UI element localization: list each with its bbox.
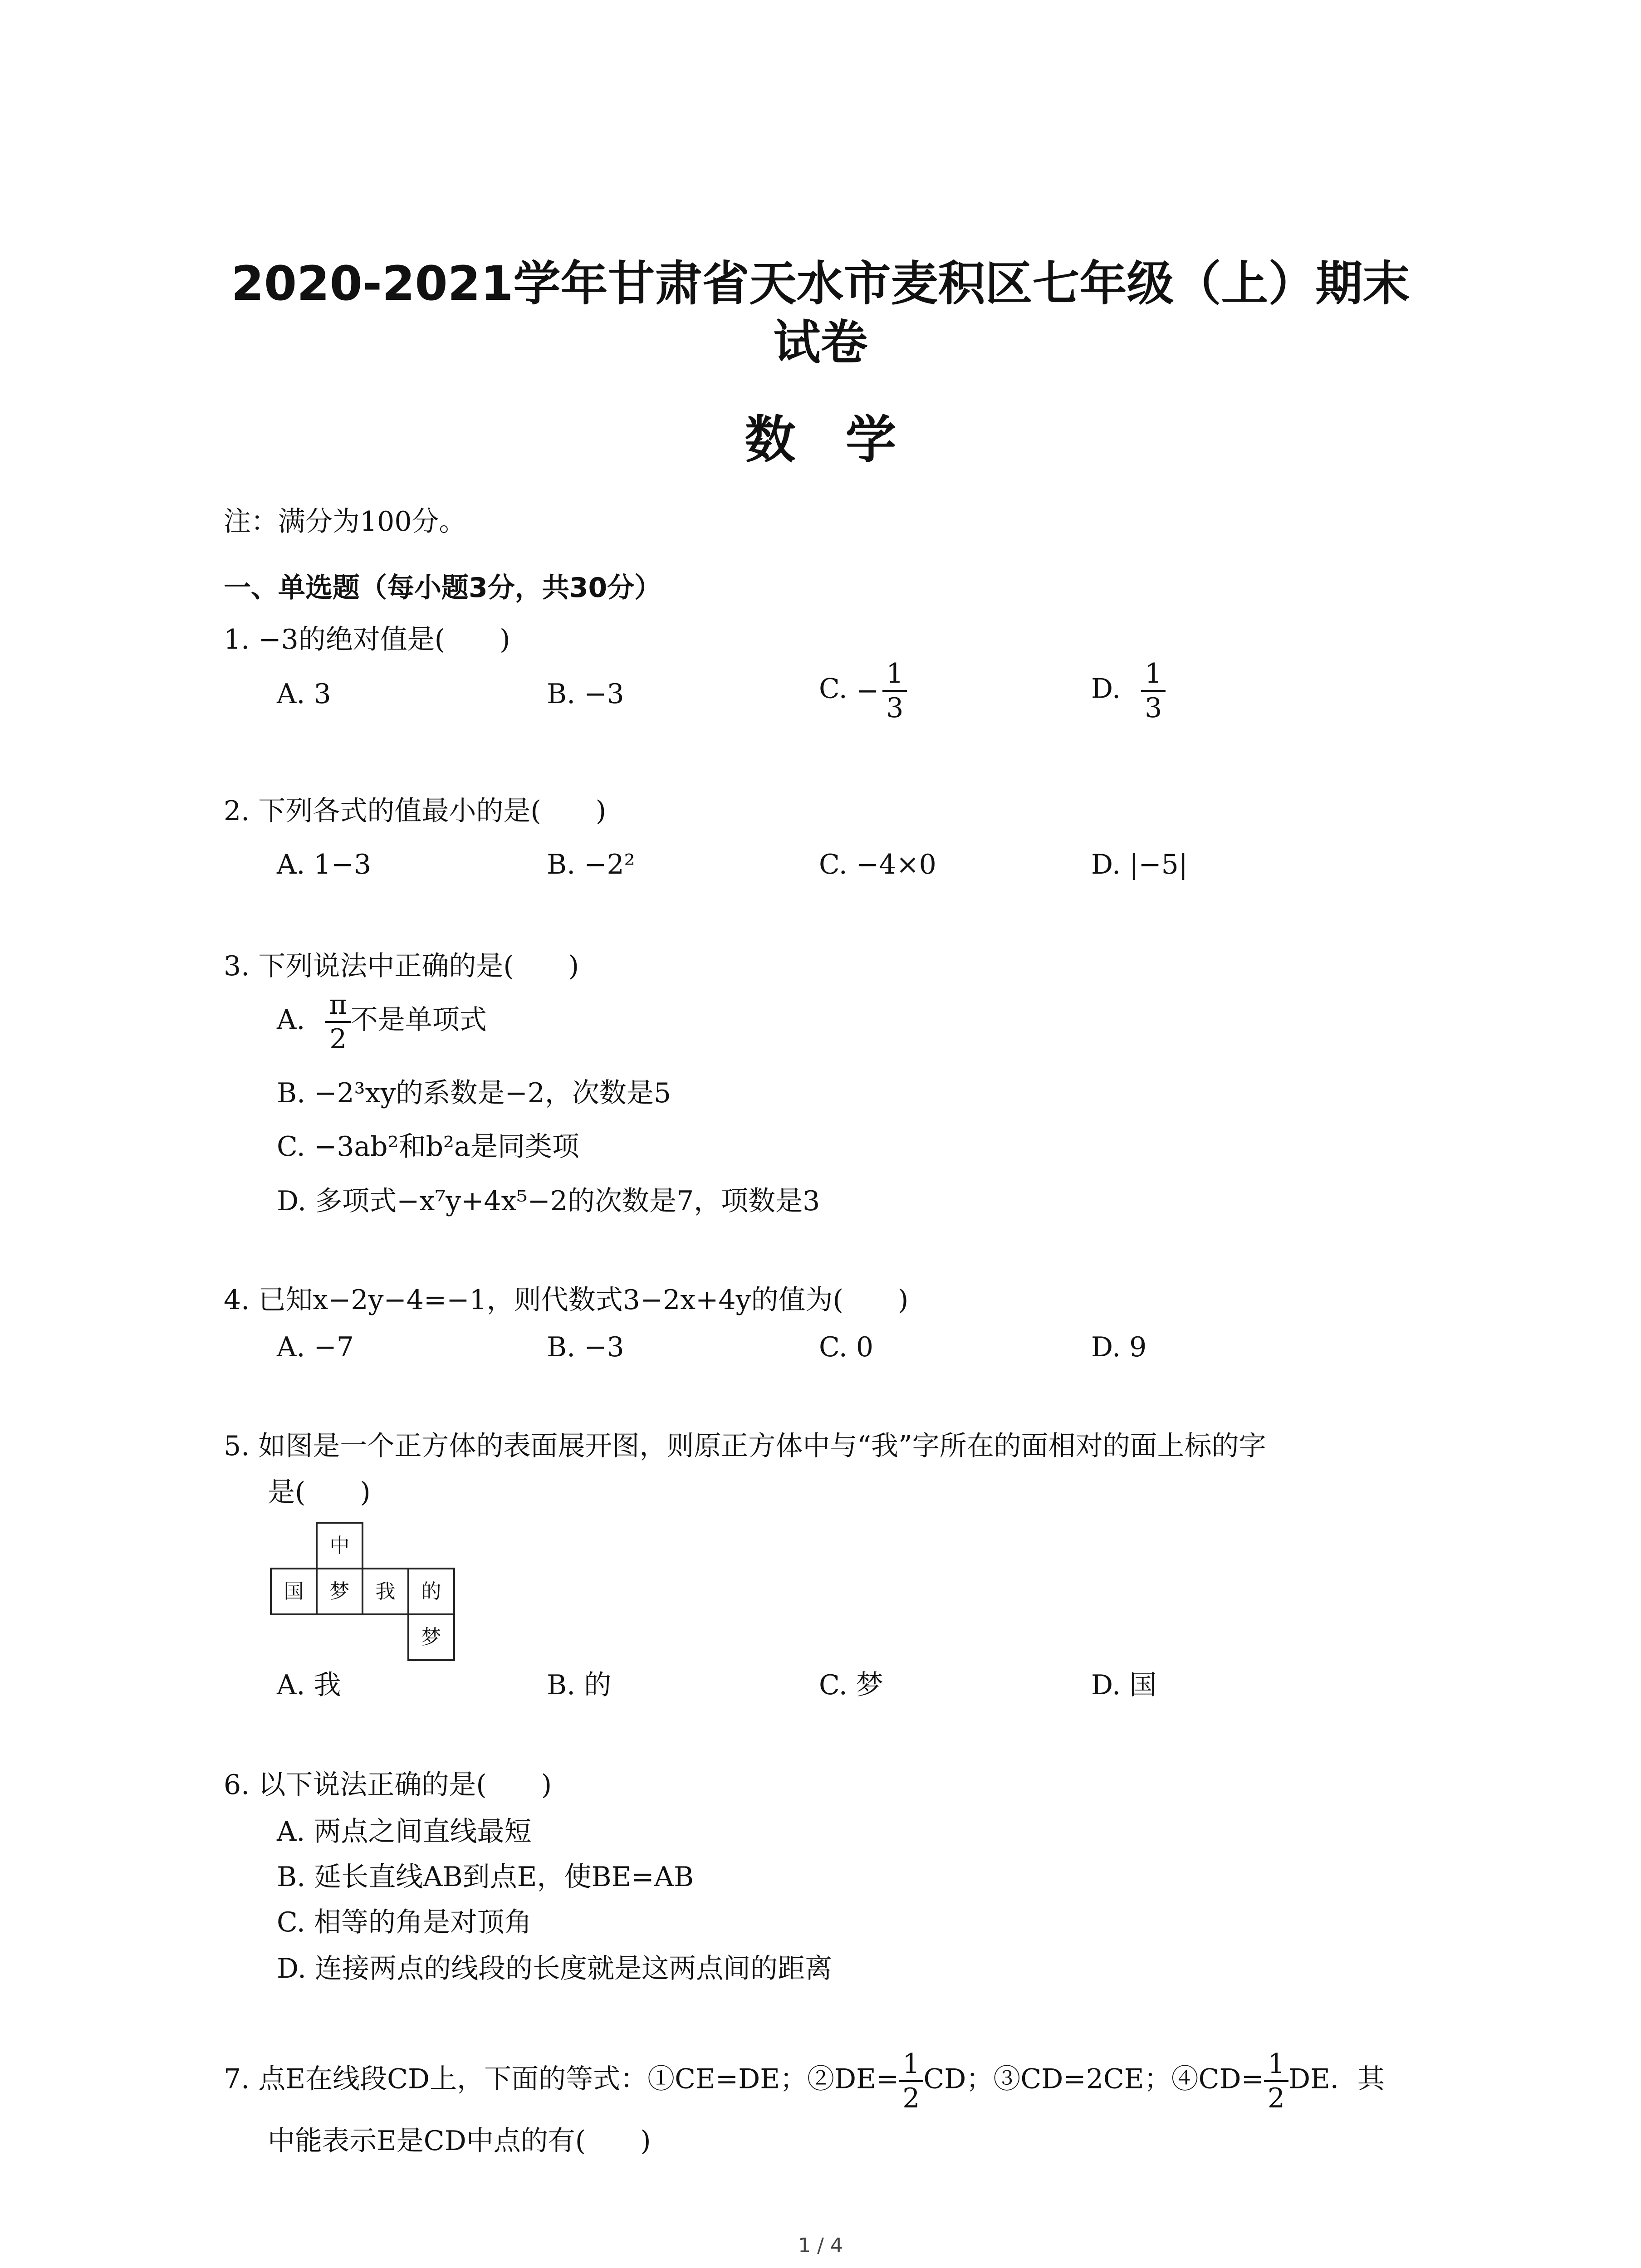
q7-fraction-1 bbox=[899, 2050, 923, 2112]
fraction-numerator: 1 bbox=[1141, 660, 1166, 692]
q7-text-part2: CD；③CD=2CE；④CD= bbox=[923, 2063, 1264, 2095]
section-heading: 一、单选题（每小题3分，共30分） bbox=[224, 572, 662, 604]
q3-option-d: D. 多项式−x⁷y+4x⁵−2的次数是7，项数是3 bbox=[277, 1185, 820, 1217]
q5-option-a: A. 我 bbox=[277, 1669, 341, 1701]
fraction-denominator: 3 bbox=[886, 692, 904, 724]
q1-option-a: A. 3 bbox=[277, 678, 331, 710]
q5-option-d: D. 国 bbox=[1091, 1669, 1157, 1701]
fraction-denominator: 2 bbox=[1267, 2082, 1285, 2114]
q7-fraction-2 bbox=[1264, 2050, 1288, 2112]
q2-option-a: A. 1−3 bbox=[277, 849, 372, 880]
fraction-denominator: 3 bbox=[1145, 692, 1162, 724]
q3-option-b: B. −2³xy的系数是−2，次数是5 bbox=[277, 1077, 671, 1109]
q6-option-a: A. 两点之间直线最短 bbox=[277, 1816, 532, 1848]
fraction-numerator: 1 bbox=[899, 2050, 923, 2082]
subject-heading: 数学 bbox=[745, 411, 946, 469]
fraction-numerator: π bbox=[325, 991, 350, 1023]
score-note: 注：满分为100分。 bbox=[224, 506, 466, 538]
net-cell-top: 中 bbox=[316, 1522, 363, 1569]
q2-option-c: C. −4×0 bbox=[819, 849, 936, 880]
net-cell-row-3: 我 bbox=[362, 1568, 409, 1615]
q6-stem: 6. 以下说法正确的是( ) bbox=[224, 1769, 552, 1801]
fraction-numerator: 1 bbox=[882, 660, 907, 692]
q3-option-a bbox=[277, 991, 487, 1053]
q1-option-c-fraction bbox=[882, 660, 907, 722]
q2-option-d: D. |−5| bbox=[1091, 849, 1188, 880]
q3-stem: 3. 下列说法中正确的是( ) bbox=[224, 950, 579, 982]
q4-option-b: B. −3 bbox=[547, 1331, 624, 1363]
q2-option-b: B. −2² bbox=[547, 849, 635, 880]
net-cell-bottom: 梦 bbox=[407, 1613, 455, 1661]
q5-stem-line2: 是( ) bbox=[268, 1476, 371, 1508]
q2-stem: 2. 下列各式的值最小的是( ) bbox=[224, 795, 607, 827]
q6-option-d: D. 连接两点的线段的长度就是这两点间的距离 bbox=[277, 1953, 833, 1984]
q4-stem: 4. 已知x−2y−4=−1，则代数式3−2x+4y的值为( ) bbox=[224, 1284, 909, 1316]
fraction-denominator: 2 bbox=[329, 1023, 347, 1055]
fraction-denominator: 2 bbox=[902, 2082, 920, 2114]
q1-option-c-label: C. bbox=[819, 673, 847, 705]
q1-stem: 1. −3的绝对值是( ) bbox=[224, 624, 510, 655]
fraction-numerator: 1 bbox=[1264, 2050, 1288, 2082]
q1-option-d-fraction bbox=[1141, 660, 1166, 722]
q7-stem-line2: 中能表示E是CD中点的有( ) bbox=[268, 2125, 651, 2157]
q7-text-part1: 7. 点E在线段CD上，下面的等式：①CE=DE；②DE= bbox=[224, 2063, 899, 2095]
q7-text-part3: DE．其 bbox=[1288, 2063, 1385, 2095]
q4-option-a: A. −7 bbox=[277, 1331, 354, 1363]
q3-option-a-fraction bbox=[325, 991, 350, 1053]
q4-option-d: D. 9 bbox=[1091, 1331, 1147, 1363]
q4-option-c: C. 0 bbox=[819, 1331, 874, 1363]
q3-option-a-label: A. bbox=[277, 1004, 305, 1036]
q1-option-b: B. −3 bbox=[547, 678, 624, 710]
q5-option-c: C. 梦 bbox=[819, 1669, 883, 1701]
page-number: 1 / 4 bbox=[798, 2234, 843, 2257]
q1-option-d-label: D. bbox=[1091, 673, 1121, 705]
exam-title-line1: 2020-2021学年甘肃省天水市麦积区七年级（上）期末 bbox=[231, 256, 1410, 311]
q6-option-c: C. 相等的角是对顶角 bbox=[277, 1906, 532, 1938]
q5-option-b: B. 的 bbox=[547, 1669, 612, 1701]
q1-option-d bbox=[1091, 660, 1166, 722]
q3-option-c: C. −3ab²和b²a是同类项 bbox=[277, 1131, 579, 1163]
q5-stem-line1: 5. 如图是一个正方体的表面展开图，则原正方体中与“我”字所在的面相对的面上标的字 bbox=[224, 1430, 1266, 1462]
q1-option-c-sign: − bbox=[856, 675, 879, 707]
q7-stem-line1 bbox=[224, 2050, 1385, 2112]
q6-option-b: B. 延长直线AB到点E，使BE=AB bbox=[277, 1861, 694, 1893]
net-cell-row-1: 国 bbox=[270, 1568, 318, 1615]
q3-option-a-text: 不是单项式 bbox=[350, 1004, 487, 1036]
exam-title-line2: 试卷 bbox=[773, 315, 868, 370]
net-cell-row-2: 梦 bbox=[316, 1568, 363, 1615]
q1-option-c bbox=[819, 660, 907, 722]
net-cell-row-4: 的 bbox=[407, 1568, 455, 1615]
